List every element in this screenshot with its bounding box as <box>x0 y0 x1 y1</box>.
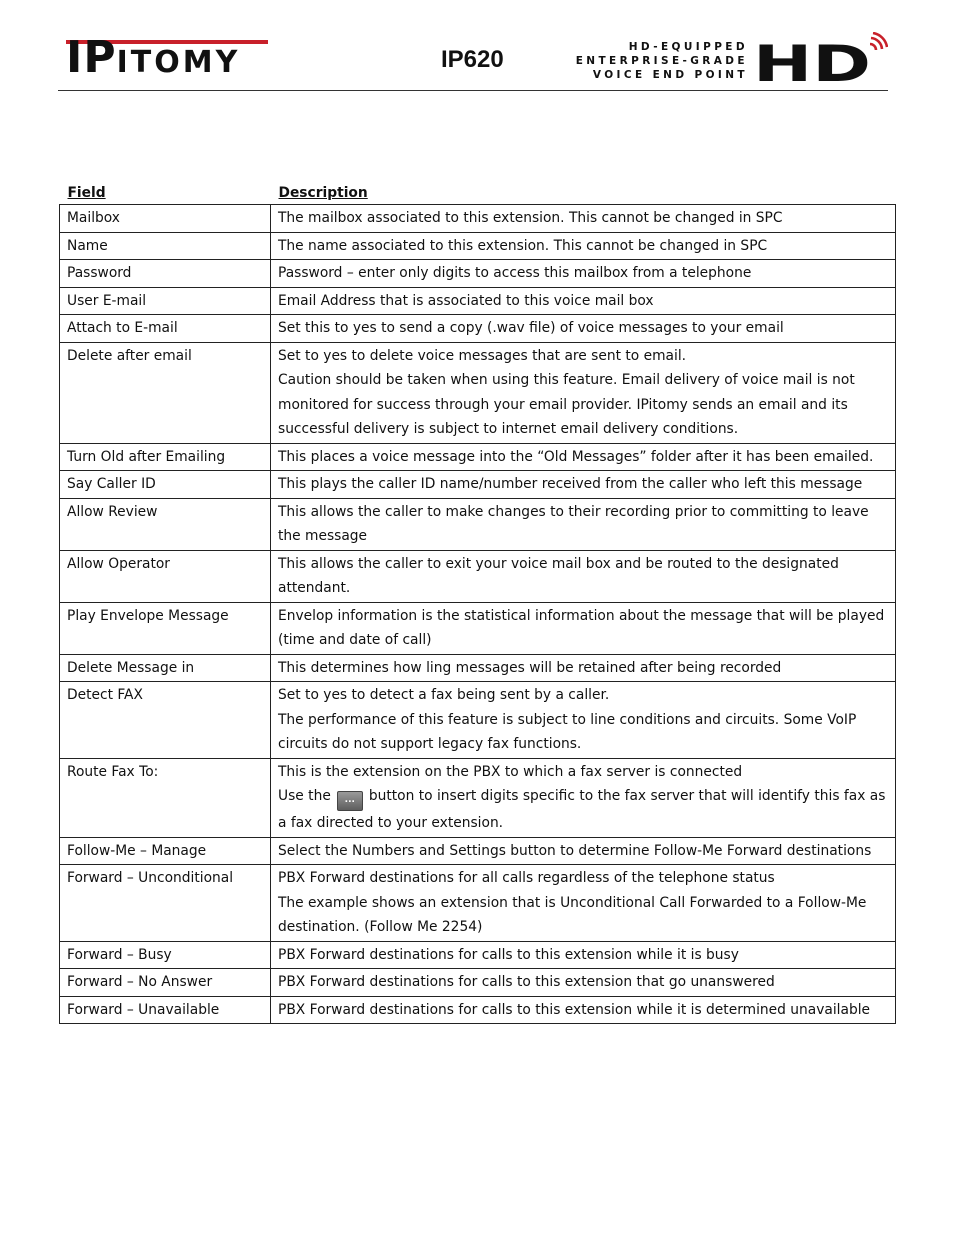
field-cell: Turn Old after Emailing <box>60 443 271 471</box>
table-row <box>60 471 896 499</box>
description-cell <box>271 941 896 969</box>
table-row <box>60 232 896 260</box>
table-row <box>60 498 896 550</box>
tagline-line: HD-EQUIPPED <box>628 41 748 53</box>
description-cell <box>271 315 896 343</box>
description-line: Caution should be taken when using this feature. Email delivery of voice mail is not monitored for success through your email provider. IPitomy sends an email and its successful delivery is subject to internet email delivery conditions. <box>278 372 855 437</box>
table-row <box>60 342 896 443</box>
field-cell: Forward – Unavailable <box>60 996 271 1024</box>
description-line: Select the Numbers and Settings button to determine Follow-Me Forward destinations <box>278 842 872 859</box>
field-cell: Attach to E-mail <box>60 315 271 343</box>
table-row <box>60 287 896 315</box>
tagline <box>576 40 748 82</box>
description-cell <box>271 969 896 997</box>
description-line: This plays the caller ID name/number received from the caller who left this message <box>278 476 863 492</box>
description-line: Set this to yes to send a copy (.wav file) of voice messages to your email <box>278 320 784 336</box>
document-title: IP620 <box>441 46 504 73</box>
description-line: PBX Forward destinations for calls to this extension while it is busy <box>278 946 739 963</box>
description-cell <box>271 342 896 443</box>
description-cell <box>271 232 896 260</box>
field-column-header: Field <box>67 185 106 201</box>
description-line <box>278 784 888 836</box>
field-description-table <box>59 181 896 1024</box>
description-cell <box>271 260 896 288</box>
description-cell <box>271 837 896 865</box>
description-cell <box>271 550 896 602</box>
description-line: Set to yes to detect a fax being sent by a caller. <box>278 687 610 703</box>
field-cell: Say Caller ID <box>60 471 271 499</box>
description-cell <box>271 443 896 471</box>
field-cell: Name <box>60 232 271 260</box>
description-cell <box>271 287 896 315</box>
description-text: Use the <box>278 788 331 804</box>
field-cell: Route Fax To: <box>60 758 271 837</box>
table-row <box>60 969 896 997</box>
table-row <box>60 443 896 471</box>
table-row <box>60 260 896 288</box>
table-row <box>60 865 896 942</box>
tagline-line: ENTERPRISE-GRADE <box>575 55 748 67</box>
field-cell: Forward – No Answer <box>60 969 271 997</box>
description-line: The performance of this feature is subject to line conditions and circuits. Some VoIP circuits do not support legacy fax functions. <box>278 711 857 752</box>
field-cell: Play Envelope Message <box>60 602 271 654</box>
description-line: This determines how ling messages will be retained after being recorded <box>278 659 782 676</box>
field-cell: Delete after email <box>60 342 271 443</box>
field-cell: Forward – Unconditional <box>60 865 271 942</box>
ellipsis-button-icon: ... <box>337 791 363 811</box>
field-cell: Detect FAX <box>60 682 271 759</box>
tagline-line: VOICE END POINT <box>592 69 748 81</box>
description-line: PBX Forward destinations for all calls regardless of the telephone status <box>278 870 775 886</box>
ipitomy-logo <box>66 32 271 83</box>
table-header-row <box>60 181 896 205</box>
table-row <box>60 654 896 682</box>
description-column-header: Description <box>278 185 368 201</box>
description-cell <box>271 996 896 1024</box>
field-cell: Follow-Me – Manage <box>60 837 271 865</box>
description-line: This places a voice message into the “Old Messages” folder after it has been emailed. <box>278 448 874 465</box>
description-cell <box>271 602 896 654</box>
table-row <box>60 315 896 343</box>
description-line: This allows the caller to exit your voice mail box and be routed to the designated attendant. <box>278 555 839 596</box>
description-cell <box>271 865 896 942</box>
field-cell: Delete Message in <box>60 654 271 682</box>
description-line: The example shows an extension that is Unconditional Call Forwarded to a Follow-Me destination. (Follow Me 2254) <box>278 894 867 935</box>
hd-logo-text: HD <box>753 35 871 84</box>
description-cell <box>271 654 896 682</box>
field-cell: Allow Review <box>60 498 271 550</box>
field-cell: Forward – Busy <box>60 941 271 969</box>
description-line: This is the extension on the PBX to which a fax server is connected <box>278 763 743 780</box>
description-line: PBX Forward destinations for calls to this extension while it is determined unavailable <box>278 1001 871 1018</box>
description-line: Envelop information is the statistical information about the message that will be played (time and date of call) <box>278 607 885 648</box>
description-cell <box>271 682 896 759</box>
description-line: Email Address that is associated to this voice mail box <box>278 292 654 309</box>
table-row <box>60 205 896 233</box>
description-line: PBX Forward destinations for calls to this extension that go unanswered <box>278 974 775 990</box>
table-body <box>60 205 896 1024</box>
page-header <box>58 30 888 91</box>
logo-text: IPITOMY <box>66 32 241 83</box>
description-cell <box>271 471 896 499</box>
field-cell: Mailbox <box>60 205 271 233</box>
description-cell <box>271 758 896 837</box>
description-line: Set to yes to delete voice messages that are sent to email. <box>278 347 687 364</box>
table-row <box>60 682 896 759</box>
description-line: Password – enter only digits to access this mailbox from a telephone <box>278 265 752 281</box>
hd-logo <box>753 32 888 84</box>
description-line: The mailbox associated to this extension. This cannot be changed in SPC <box>278 210 783 226</box>
table-row <box>60 996 896 1024</box>
description-text: button to insert digits specific to the fax server that will identify this fax as a fax directed to your extension. <box>278 788 886 831</box>
description-line: The name associated to this extension. This cannot be changed in SPC <box>278 237 768 254</box>
table-row <box>60 837 896 865</box>
field-cell: User E-mail <box>60 287 271 315</box>
table-row <box>60 758 896 837</box>
description-cell <box>271 498 896 550</box>
description-line: This allows the caller to make changes to their recording prior to committing to leave the message <box>278 503 869 544</box>
description-cell <box>271 205 896 233</box>
table-row <box>60 602 896 654</box>
table-row <box>60 941 896 969</box>
field-cell: Allow Operator <box>60 550 271 602</box>
table-row <box>60 550 896 602</box>
field-cell: Password <box>60 260 271 288</box>
